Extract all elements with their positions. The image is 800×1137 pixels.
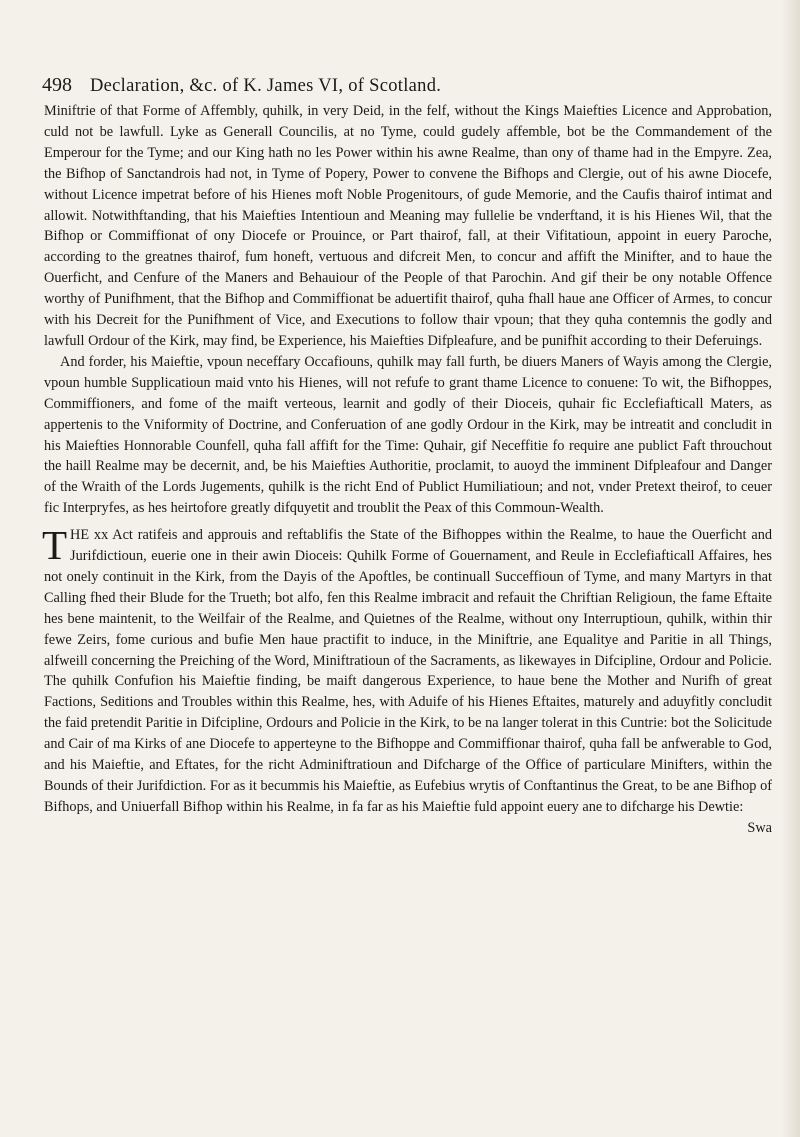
paragraph: Miniftrie of that Forme of Affembly, quhilk, in very Deid, in the felf, without the Kings Maiefties Licence and Approbation, culd not be lawfull. Lyke as Generall Councilis, at no Tyme, could gudely affemble, bot be the Commandement of the Emperour for the Tyme; and our King hath no les Power within his awne Realme, than ony of thame had in the Empyre. Zea, the Bifhop of Sanctandrois had not, in Tyme of Popery, Power to convene the Bifhops and Clergie, out of his awne Diocefe, without Licence impetrat before of his Hienes moft Noble Progenitours, of gude Memorie, and the Caufis thairof intimat and allowit. Notwithftanding, that his Maiefties Intentioun and Meaning may fullelie be vnderftand, it is his Hienes Wil, that the Bifhop or Commiffionat of ony Diocefe or Prouince, or Part thairof, fall, at their Vifitatioun, appoint in euery Paroche, according to the greatnes thairof, fum honeft, vertuous and difcreit Men, to concur and affift the Minifter, and to haue the Ouerficht, and Cenfure of the Maners and Behauiour of the People of that Parochin. And gif their be ony notable Offence worthy of Punifhment, that the Bifhop and Commiffionat be aduertifit thairof, quha fhall haue ane Officer of Armes, to concur with his Decreit for the Punifhment of Vice, and Executions to follow thair vpoun; that they quha contemnis the godly and lawfull Ordour of the Kirk, may find, be Experience, his Maiefties Difpleafure, and be punifhit according to their Deferuings. [44, 103, 772, 349]
drop-cap: T [42, 522, 68, 569]
page-number: 498 [42, 74, 72, 96]
section-paragraph [42, 522, 772, 818]
catchword: Swa [747, 819, 772, 836]
page-header [42, 74, 772, 98]
paragraph-text: HE xx Act ratifeis and approuis and reftablifis the State of the Bifhoppes within the Realme, to haue the Ouerficht and Jurifdictioun, euerie one in their awin Dioceis: Quhilk Forme of Gouernament, and Reule in Ecclefiafticall Affaires, hes not onely continuit in the Kirk, from the Dayis of the Apoftles, be continuall Succeffioun of Tyme, and many Martyrs in that Calling fhed their Blude for the Trueth; bot alfo, fen this Realme imbracit and refauit the Chriftian Religioun, the fame Eftaite hes bene maintenit, to the Weilfair of the Realme, and Quietnes of the Realme, without ony Interruptioun, quhilk, within thir fewe Zeirs, fome curious and bufie Men haue practifit to induce, in the Miniftrie, ane Equalitye and Paritie in all Things, alfweill concerning the Preiching of the Word, Miniftratioun of the Sacraments, as likewayes in Difcipline, Ordour and Policie. The quhilk Confufion his Maieftie finding, be maift dangerous Experience, to haue bene the Mother and Nurifh of great Factions, Seditions and Troubles within this Realme, hes, with Aduife of his Hienes Eftaites, maturely and aduyfitly concludit the faid pretendit Paritie in Difcipline, Ordours and Policie in the Kirk, to be na langer tolerat in this Cuntrie: bot the Solicitude and Cair of ma Kirks of ane Diocefe to apperteyne to the Bifhoppe and Commiffionar thairof, quha fall be anfwerable to God, and his Maieftie, and Eftates, for the richt Adminiftratioun and Difcharge of the Office of particulare Minifters, within the Bounds of their Jurifdiction. For as it becummis his Maieftie, as Eufebius wrytis of Conftantinus the Great, to be ane Bifhop of Bifhops, and Uniuerfall Bifhop within his Realme, in fa far as his Maieftie fuld appoint euery ane to difcharge his Dewtie: [44, 527, 772, 815]
running-head: Declaration, &c. of K. James VI, of Scotland. [90, 76, 442, 96]
paragraph: And forder, his Maieftie, vpoun neceffary Occafiouns, quhilk may fall furth, be diuers Maners of Wayis among the Clergie, vpoun humble Supplicatioun maid vnto his Hienes, will not refufe to grant thame Licence to conuene: To wit, the Bifhoppes, Commiffioners, and fome of the maift verteous, learnit and godly of their Dioceis, quhair fic Ecclefiafticall Maters, as appertenis to the Vniformity of Doctrine, and Conferuation of ane godly Ordour in the Kirk, may be intreatit and concludit in his Maiefties Honnorable Counfell, quha fall affift for the Time: Quhair, gif Neceffitie fo require ane publict Faft throuchout the haill Realme may be decernit, and, be his Maiefties Authoritie, proclamit, to auoyd the imminent Difpleafour and Danger of the Wraith of the Lords Jugements, quhilk is the richt End of Publict Humiliatioun; and not, vnder Pretext theirof, to ceuer fic Interpryfes, as hes heirtofore greatly difquyetit and troublit the Peax of this Commoun-Wealth. [44, 353, 772, 517]
body-text [44, 101, 772, 818]
scan-edge-shadow [782, 0, 800, 1137]
